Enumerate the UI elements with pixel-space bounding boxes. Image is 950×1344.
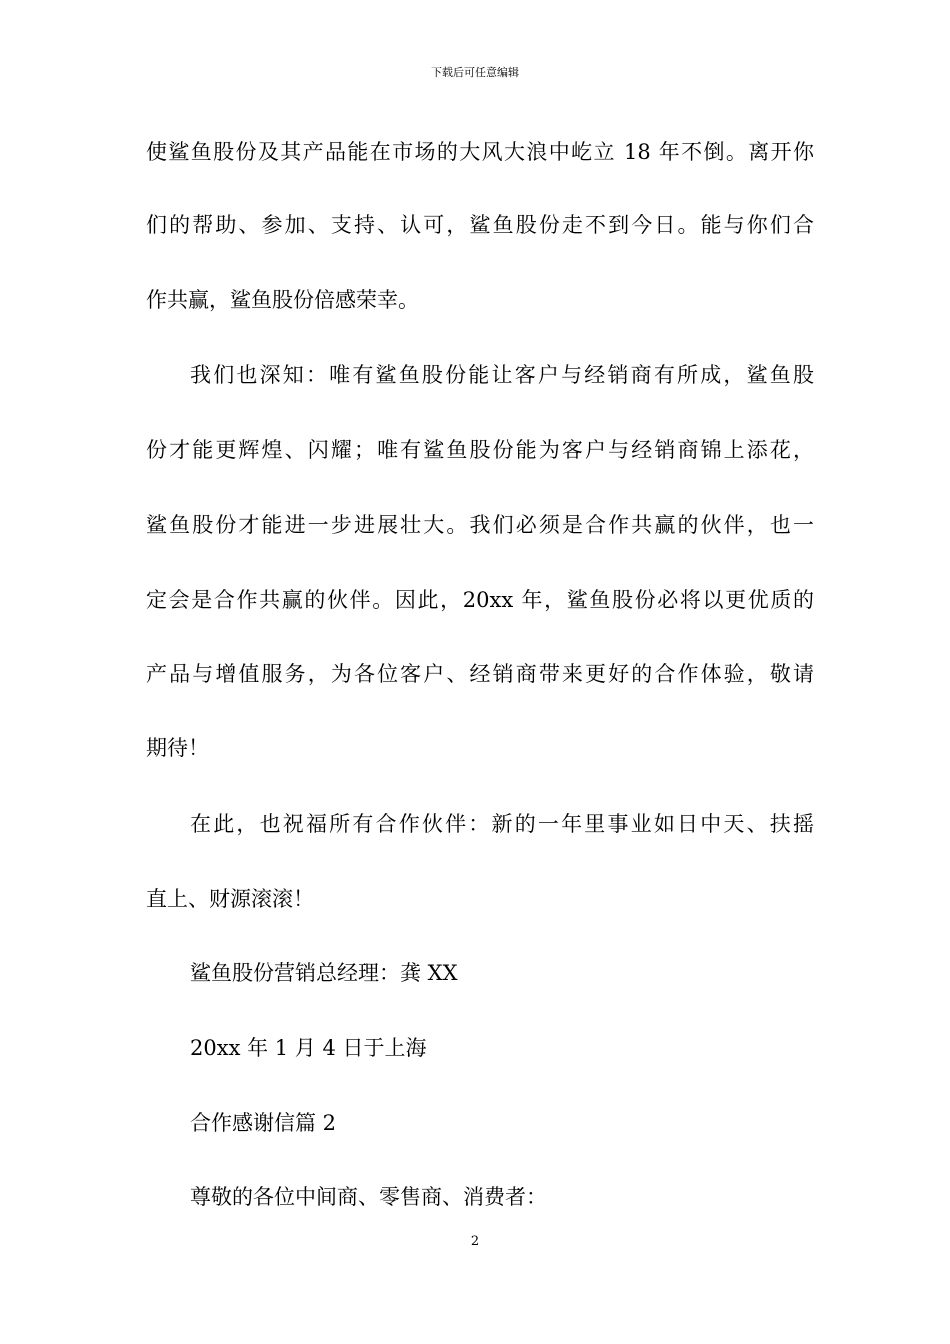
paragraph-line: 直上、财源滚滚！ — [146, 887, 314, 911]
paragraph-line: 在此，也祝福所有合作伙伴：新的一年里事业如日中天、扶摇 — [190, 812, 814, 836]
paragraph-line: 我们也深知：唯有鲨鱼股份能让客户与经销商有所成，鲨鱼股 — [190, 363, 814, 387]
paragraph-line: 期待！ — [146, 736, 209, 760]
paragraph-line: 定会是合作共赢的伙伴。因此，20xx 年，鲨鱼股份必将以更优质的 — [146, 588, 814, 612]
paragraph-line: 们的帮助、参加、支持、认可，鲨鱼股份走不到今日。能与你们合 — [146, 213, 814, 237]
paragraph-line: 鲨鱼股份才能进一步进展壮大。我们必须是合作共赢的伙伴，也一 — [146, 513, 814, 537]
paragraph-line: 份才能更辉煌、闪耀；唯有鲨鱼股份能为客户与经销商锦上添花， — [146, 438, 814, 462]
page-number: 2 — [470, 1234, 480, 1249]
page-header: 下载后可任意编辑 — [431, 66, 519, 79]
paragraph-line: 产品与增值服务，为各位客户、经销商带来更好的合作体验，敬请 — [146, 662, 814, 686]
salutation-line: 尊敬的各位中间商、零售商、消费者： — [190, 1185, 547, 1209]
paragraph-line: 使鲨鱼股份及其产品能在市场的大风大浪中屹立 18 年不倒。离开你 — [146, 140, 814, 164]
paragraph-line: 作共赢，鲨鱼股份倍感荣幸。 — [146, 288, 419, 312]
date-line: 20xx 年 1 月 4 日于上海 — [190, 1036, 427, 1060]
signature-line: 鲨鱼股份营销总经理：龚 XX — [190, 961, 458, 985]
section-title: 合作感谢信篇 2 — [190, 1111, 337, 1135]
